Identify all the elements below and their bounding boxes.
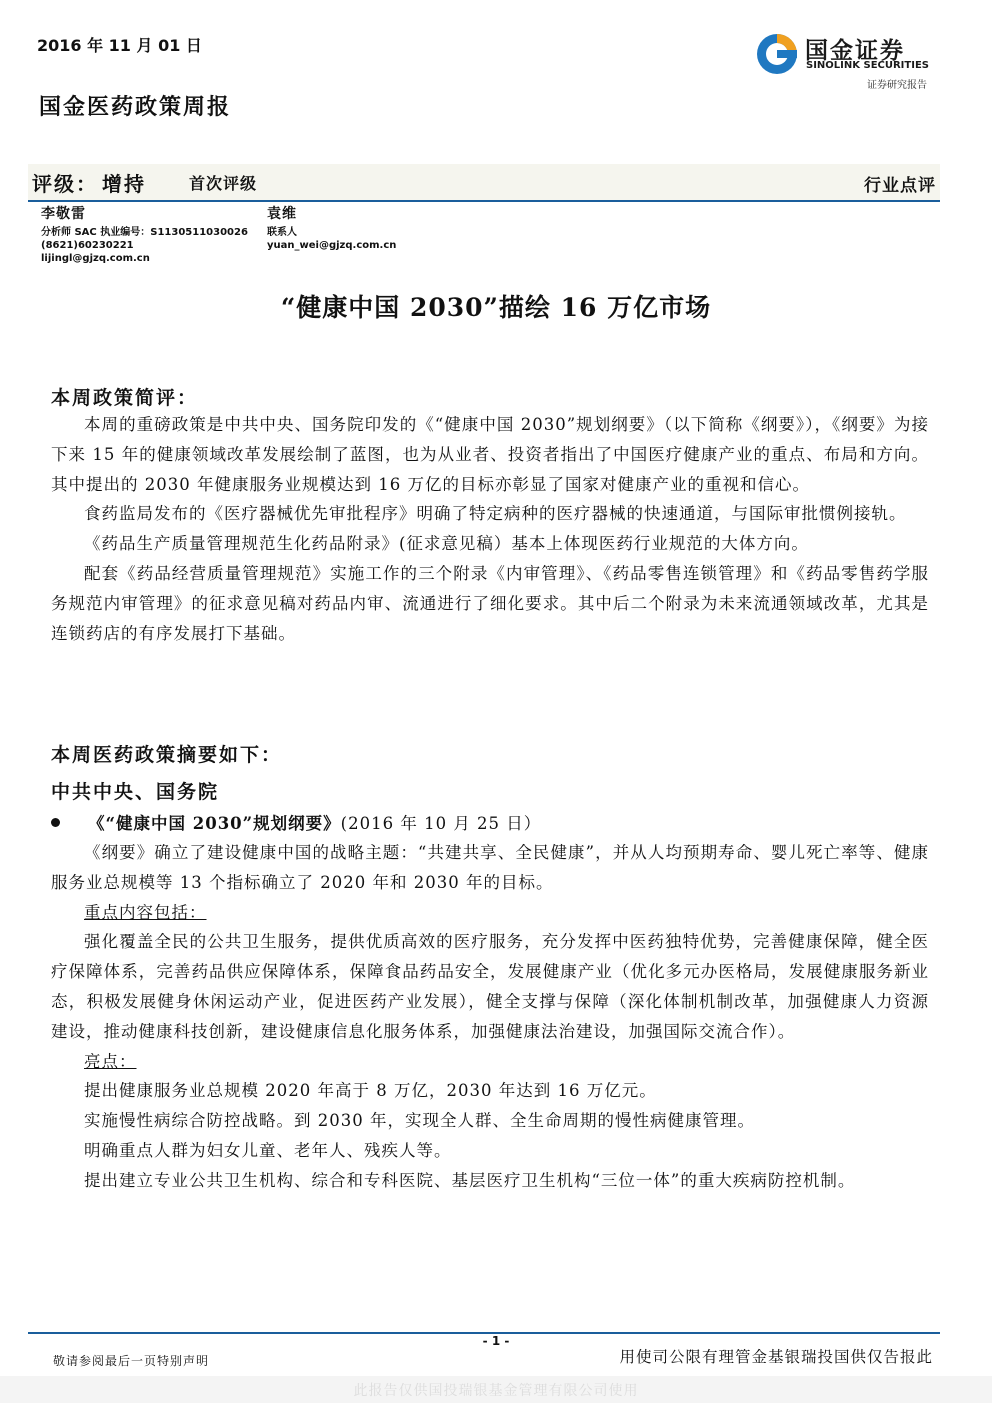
subsection-heading: 中共中央、国务院: [51, 781, 220, 803]
paragraph: 强化覆盖全民的公共卫生服务，提供优质高效的医疗服务，充分发挥中医药独特优势，完善健康保障，健全医疗保障体系，完善药品供应保障体系，保障食品药品安全，发展健康产业（优化多元办医格局，发展健康服务新业态，积极发展健身休闲运动产业，促进医药产业发展），健全支撑与保障（深化体制机制改革，加强健康人力资源建设，推动健康科技创新，建设健康信息化服务体系，加强健康法治建设，加强国际交流合作）。: [51, 932, 929, 1041]
analyst-card: [41, 208, 248, 265]
policy-bullet: [51, 810, 541, 834]
section-heading-summary: 本周政策简评：: [51, 387, 199, 409]
paragraph: 本周的重磅政策是中共中央、国务院印发的《“健康中国 2030”规划纲要》（以下简称《纲要》），《纲要》为接下来 15 年的健康领域改革发展绘制了蓝图，也为从业者、投资者指出了中国医疗健康产业的重点、布局和方向。其中提出的 2030 年健康服务业规模达到 16 万亿的目标亦彰显了国家对健康产业的重视和信心。: [51, 415, 929, 494]
rating-label: 评级：: [32, 172, 98, 196]
rating-value: 增持: [102, 172, 146, 196]
rating-divider: [28, 200, 940, 202]
analyst-email: yuan_wei@gjzq.com.cn: [267, 240, 397, 251]
rating-first: 首次评级: [189, 174, 258, 193]
report-type: 行业点评: [864, 176, 936, 196]
highlight-item: 明确重点人群为妇女儿童、老年人、残疾人等。: [84, 1140, 452, 1160]
highlight-label: 亮点：: [84, 1051, 137, 1071]
analyst-phone: (8621)60230221: [41, 240, 134, 251]
key-label: 重点内容包括：: [84, 902, 207, 922]
logo-sub-text: 证券研究报告: [867, 80, 927, 91]
watermark-text: 此报告仅供国投瑞银基金管理有限公司使用: [353, 1383, 639, 1399]
highlight-item: 提出建立专业公共卫生机构、综合和专科医院、基层医疗卫生机构“三位一体”的重大疾病防控机制。: [84, 1170, 856, 1190]
key-label-row: [51, 898, 929, 928]
section-heading-digest: 本周医药政策摘要如下：: [51, 744, 283, 766]
highlight-item: 实施慢性病综合防控战略。到 2030 年，实现全人群、全生命周期的慢性病健康管理。: [84, 1111, 755, 1131]
page-number: - 1 -: [482, 1334, 510, 1348]
analyst-role: 联系人: [267, 227, 297, 238]
highlight-item: 提出健康服务业总规模 2020 年高于 8 万亿，2030 年达到 16 万亿元。: [84, 1081, 657, 1101]
logo-mark-icon: [755, 32, 799, 76]
paragraph: 配套《药品经营质量管理规范》实施工作的三个附录《内审管理》、《药品零售连锁管理》和《药品零售药学服务规范内审管理》的征求意见稿对药品内审、流通进行了细化要求。其中后二个附录为未来流通领域改革，尤其是连锁药店的有序发展打下基础。: [51, 563, 929, 643]
analyst-name: 袁维: [267, 206, 297, 222]
bullet-icon: [51, 818, 60, 827]
report-date: 2016 年 11 月 01 日: [37, 36, 202, 55]
highlight-label-row: [51, 1047, 929, 1077]
policy-date: (2016 年 10 月 25 日）: [340, 814, 542, 833]
paragraph: 《药品生产质量管理规范生化药品附录》(征求意见稿）基本上体现医药行业规范的大体方向。: [84, 534, 809, 554]
sinolink-logo: [755, 30, 945, 92]
analyst-name: 李敬雷: [41, 206, 86, 222]
analyst-card: [267, 208, 396, 252]
summary-body: [51, 410, 929, 648]
policy-title: 《“健康中国 2030”规划纲要》: [88, 814, 341, 833]
analyst-sac: 分析师 SAC 执业编号：S1130511030026: [41, 227, 248, 238]
footer-mirrored-text: 用使司公限有理管金基银瑞投国供仅告报此: [619, 1348, 933, 1366]
logo-en-text: SINOLINK SECURITIES: [806, 60, 929, 71]
digest-body: [51, 838, 929, 1196]
paragraph: 《纲要》确立了建设健康中国的战略主题：“共建共享、全民健康”，并从人均预期寿命、婴儿死亡率等、健康服务业总规模等 13 个指标确立了 2020 年和 2030 年的目标。: [51, 843, 929, 892]
report-title: “健康中国 2030”描绘 16 万亿市场: [280, 293, 712, 322]
rating-bar: [28, 164, 940, 200]
paragraph: 食药监局发布的《医疗器械优先审批程序》明确了特定病种的医疗器械的快速通道，与国际审批惯例接轨。: [84, 504, 907, 524]
analyst-email: lijingl@gjzq.com.cn: [41, 253, 150, 264]
report-series-name: 国金医药政策周报: [39, 94, 232, 120]
disclaimer-note: 敬请参阅最后一页特别声明: [53, 1354, 210, 1368]
logo-cn-text: 国金证券: [805, 38, 905, 64]
